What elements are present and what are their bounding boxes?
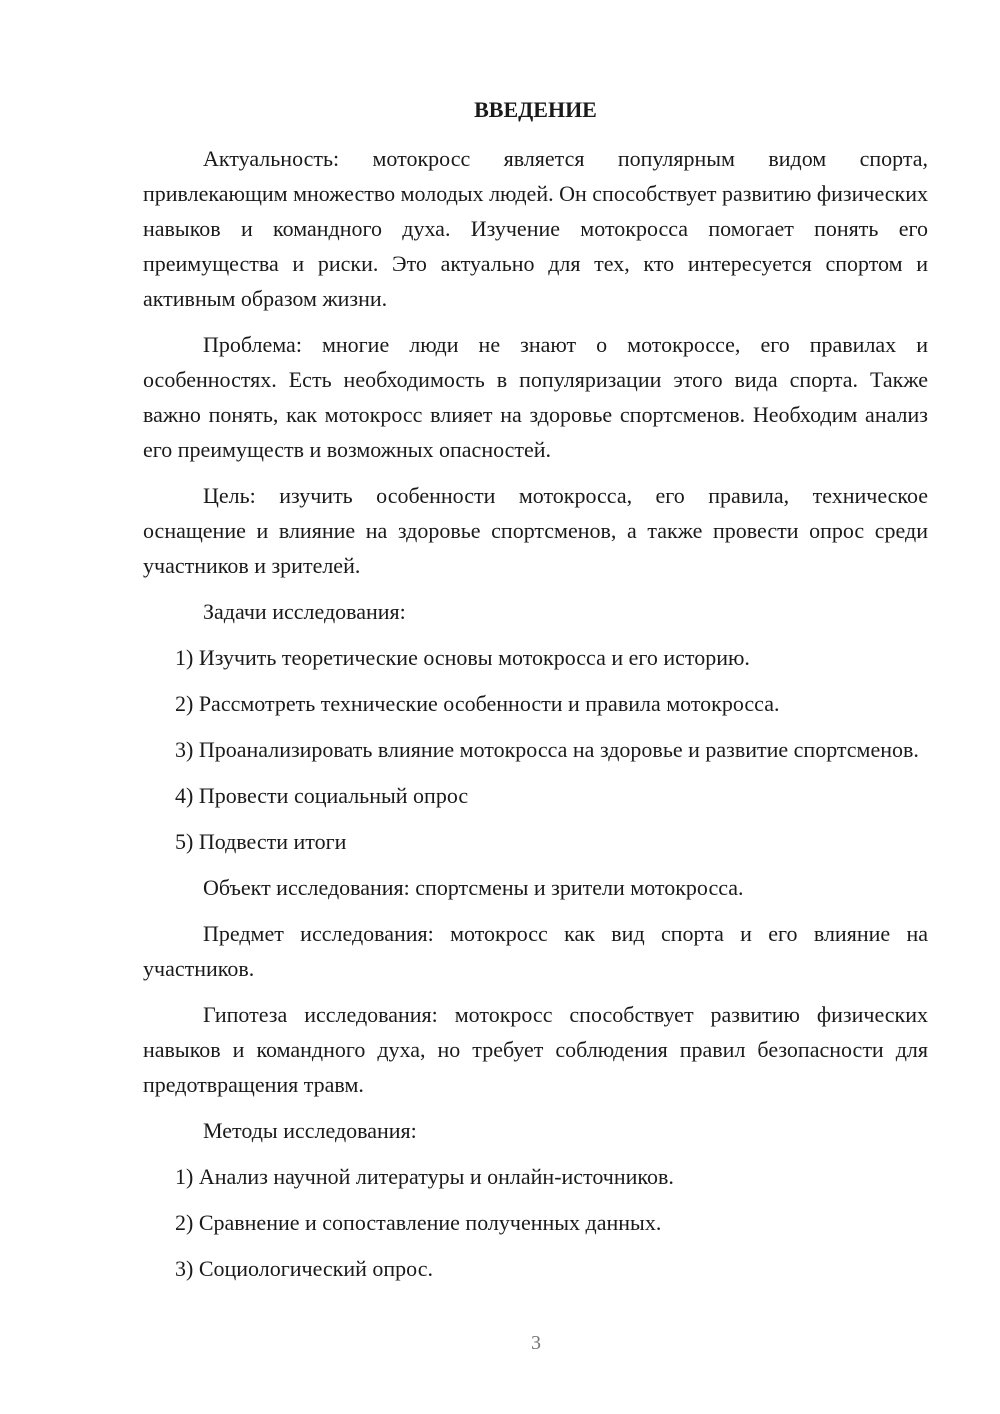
task-item-3: 3) Проанализировать влияние мотокросса на здоровье и развитие спортсменов. [175,737,919,762]
page-number: 3 [531,1332,541,1354]
method-item-2: 2) Сравнение и сопоставление полученных данных. [175,1210,662,1235]
paragraph-relevance: Актуальность: мотокросс является популярным видом спорта, привлекающим множество молодых людей. Он способствует развитию физических навыков и командного духа. Изучение мотокросса помогает понять его преимущества и риски. Это актуально для тех, кто интересуется спортом и активным образом жизни. [143,146,928,311]
paragraph-subject: Предмет исследования: мотокросс как вид спорта и его влияние на участников. [143,921,928,981]
task-item-5: 5) Подвести итоги [175,829,347,854]
document-page [143,92,928,1297]
paragraph-problem: Проблема: многие люди не знают о мотокроссе, его правилах и особенностях. Есть необходимость в популяризации этого вида спорта. Также важно понять, как мотокросс влияет на здоровье спортсменов. Необходим анализ его преимуществ и возможных опасностей. [143,332,928,462]
task-item-1: 1) Изучить теоретические основы мотокросса и его историю. [175,645,750,670]
page-title: ВВЕДЕНИЕ [474,97,597,122]
tasks-heading: Задачи исследования: [203,599,406,624]
paragraph-goal: Цель: изучить особенности мотокросса, его правила, техническое оснащение и влияние на здоровье спортсменов, а также провести опрос среди участников и зрителей. [143,483,928,578]
method-item-1: 1) Анализ научной литературы и онлайн-источников. [175,1164,674,1189]
methods-heading: Методы исследования: [203,1118,417,1143]
task-item-2: 2) Рассмотреть технические особенности и правила мотокросса. [175,691,780,716]
task-item-4: 4) Провести социальный опрос [175,783,469,808]
method-item-3: 3) Социологический опрос. [175,1256,433,1281]
paragraph-object: Объект исследования: спортсмены и зрители мотокросса. [203,875,744,900]
paragraph-hypothesis: Гипотеза исследования: мотокросс способствует развитию физических навыков и командного духа, но требует соблюдения правил безопасности для предотвращения травм. [143,1002,928,1097]
